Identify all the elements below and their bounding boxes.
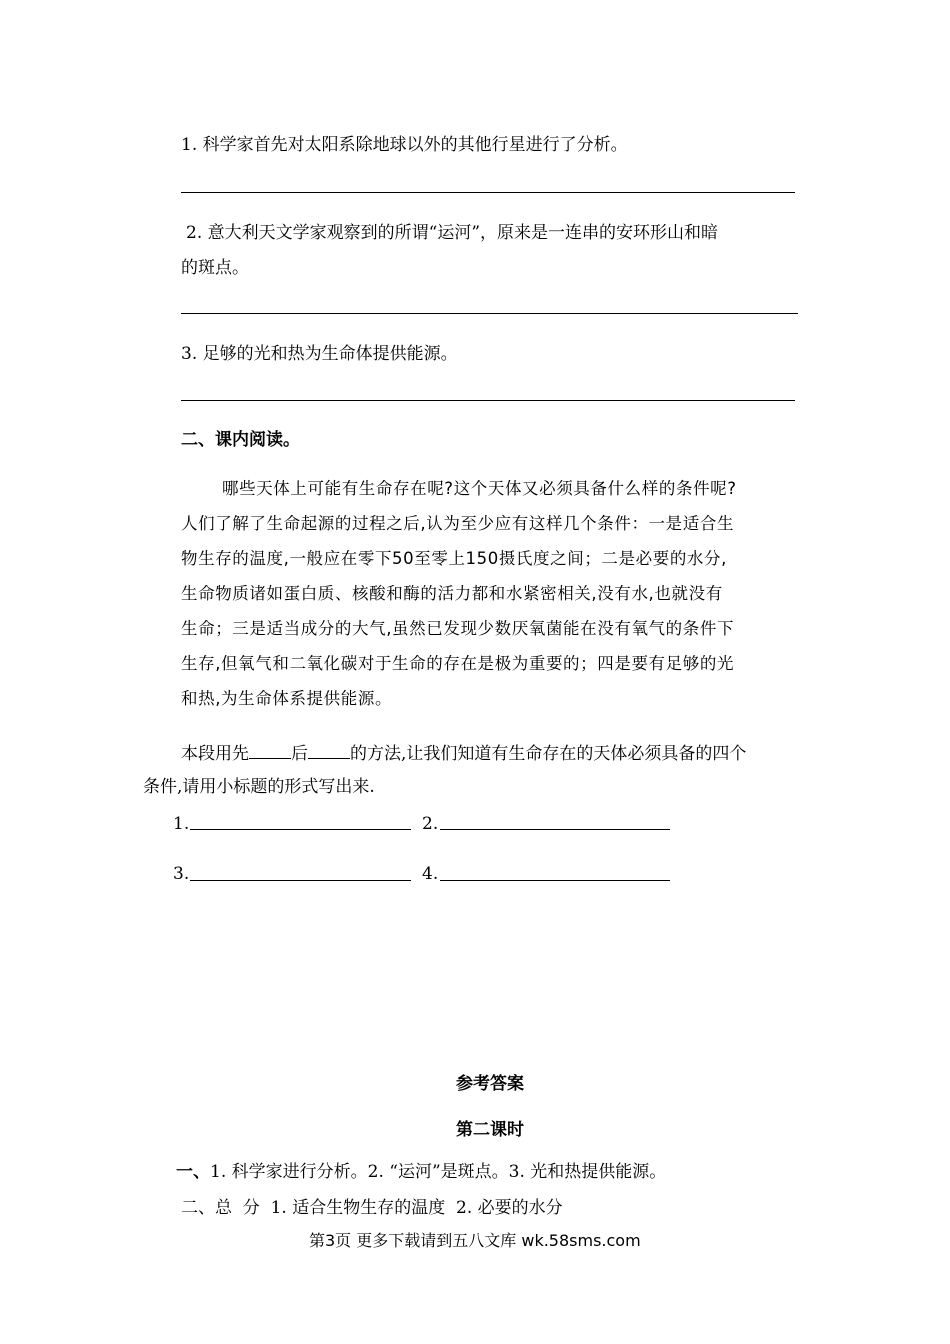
passage-line-5: 生命；三是适当成分的大气,虽然已发现少数厌氧菌能在没有氧气的条件下: [181, 619, 735, 638]
answer-line-1: [181, 192, 795, 193]
answer-line-2: [181, 313, 798, 314]
blank-label-1: 1.: [173, 814, 190, 834]
blank-line-3[interactable]: [190, 880, 411, 881]
answers-line-1-text: 1. 科学家进行分析。2. “运河”是斑点。3. 光和热提供能源。: [210, 1162, 667, 1182]
passage-line-2: 人们了解了生命起源的过程之后,认为至少应有这样几个条件：一是适合生: [181, 514, 735, 533]
blank-then[interactable]: [308, 740, 350, 759]
answers-line-1: [176, 1160, 666, 1184]
answer-line-3: [181, 400, 795, 401]
answers-title: 参考答案: [456, 1074, 524, 1094]
task-text-2: 后: [291, 744, 308, 764]
passage-line-7: 和热,为生命体系提供能源。: [181, 689, 393, 708]
question-2-line-1: 2. 意大利天文学家观察到的所谓“运河”，原来是一连串的安环形山和暗: [186, 223, 719, 243]
answers-subtitle: 第二课时: [456, 1120, 524, 1140]
question-3: 3. 足够的光和热为生命体提供能源。: [181, 344, 458, 364]
blank-label-4: 4.: [422, 864, 439, 884]
answers-line-1-prefix: 一、: [176, 1162, 210, 1182]
passage-line-6: 生存,但氧气和二氧化碳对于生命的存在是极为重要的；四是要有足够的光: [181, 654, 735, 673]
blank-first[interactable]: [249, 740, 291, 759]
passage-line-4: 生命物质诸如蛋白质、核酸和酶的活力都和水紧密相关,没有水,也就没有: [181, 584, 723, 603]
task-text-1: 本段用先: [181, 744, 249, 764]
section-2-title: 二、课内阅读。: [181, 430, 300, 450]
task-line-1: [181, 740, 746, 766]
task-line-2: 条件,请用小标题的形式写出来.: [143, 777, 375, 797]
blank-line-2[interactable]: [440, 829, 670, 830]
blank-line-4[interactable]: [440, 880, 670, 881]
passage-line-3: 物生存的温度,一般应在零下50至零上150摄氏度之间；二是必要的水分,: [181, 549, 727, 568]
blank-label-3: 3.: [173, 864, 190, 884]
task-text-3: 的方法,让我们知道有生命存在的天体必须具备的四个: [350, 744, 747, 764]
passage-line-1: 哪些天体上可能有生命存在呢?这个天体又必须具备什么样的条件呢?: [222, 479, 737, 498]
blank-label-2: 2.: [422, 814, 439, 834]
question-1: 1. 科学家首先对太阳系除地球以外的其他行星进行了分析。: [181, 135, 628, 155]
page-footer: 第3页 更多下载请到五八文库 wk.58sms.com: [309, 1231, 641, 1250]
blank-line-1[interactable]: [190, 829, 411, 830]
question-2-line-2: 的斑点。: [181, 258, 249, 278]
answers-line-2: 二、总 分 1. 适合生物生存的温度 2. 必要的水分: [181, 1198, 563, 1218]
